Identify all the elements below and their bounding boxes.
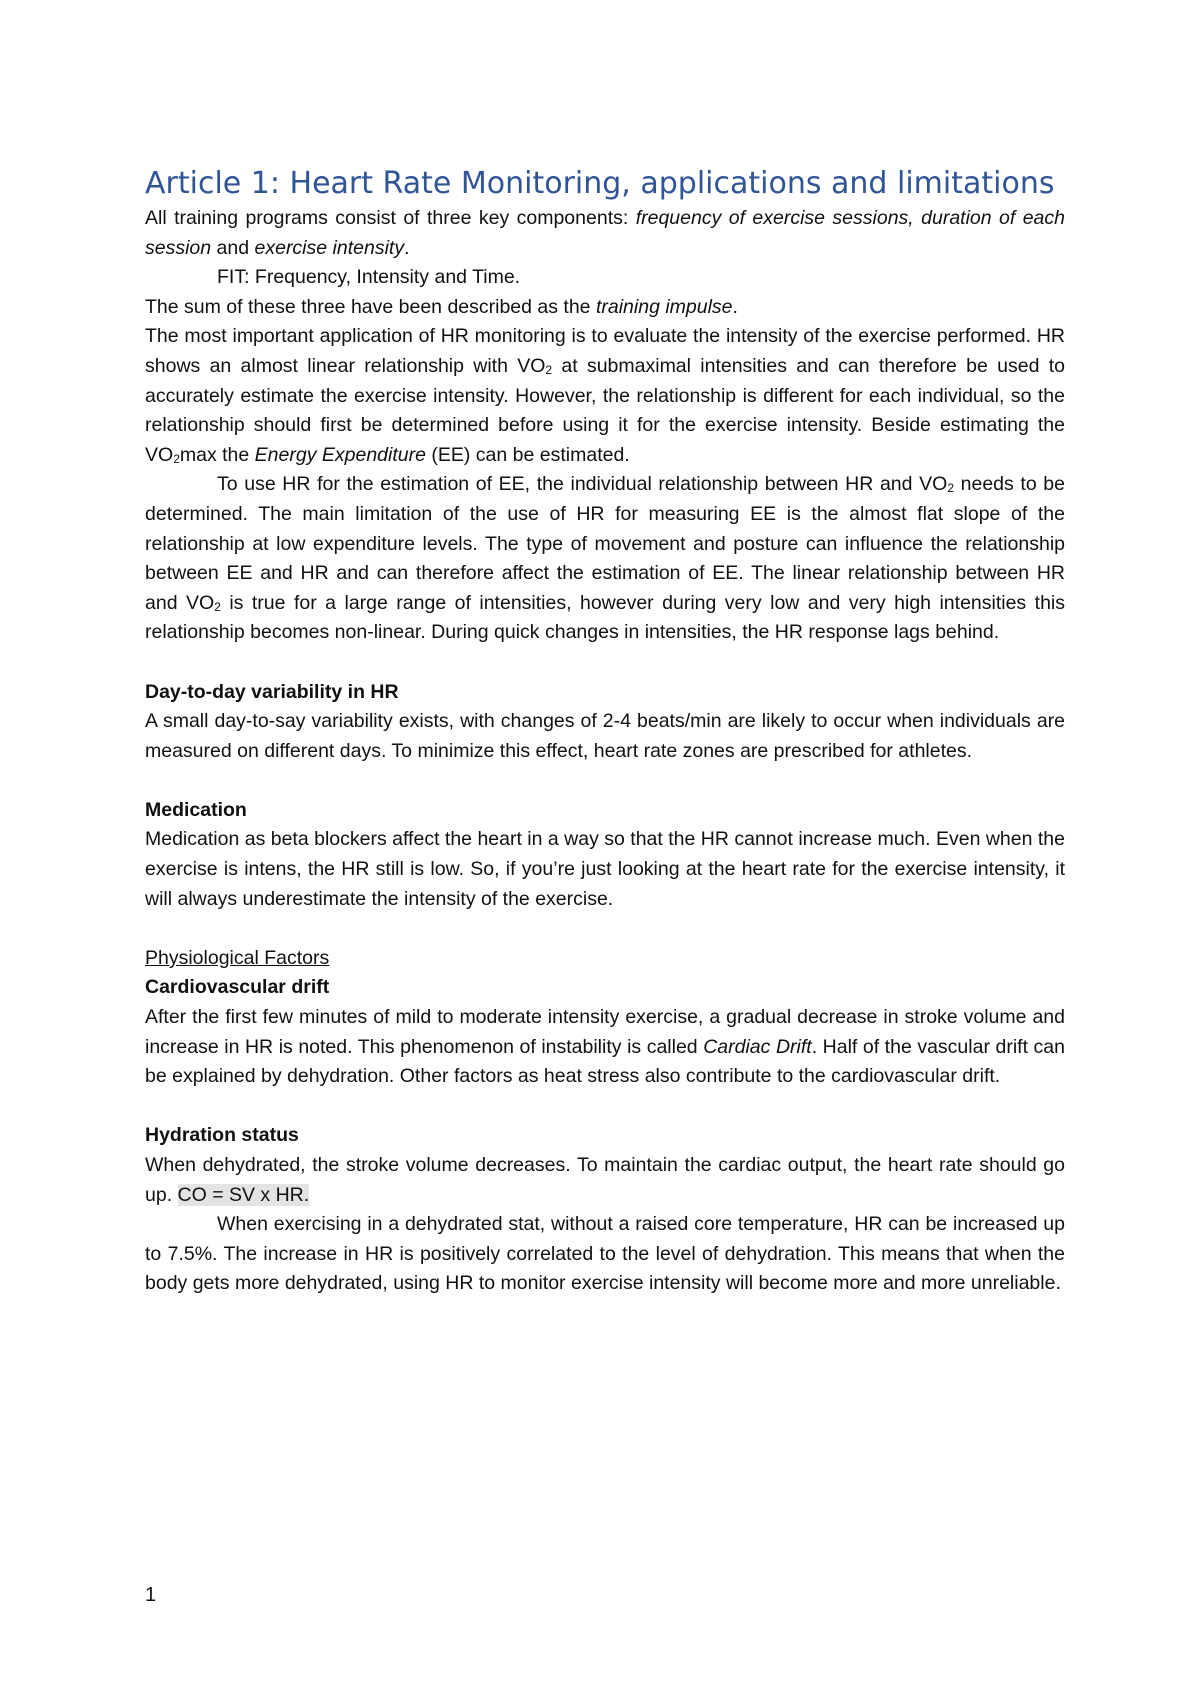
medication-paragraph: Medication as beta blockers affect the heart in a way so that the HR cannot increase much. Even when the exercise is intens, the HR still is low. So, if you’re just looking at the heart rate for the exercise intensity, it will always underestimate the intensity of the exercise. — [145, 828, 1065, 910]
text-run: . — [732, 295, 738, 318]
text-run: is true for a large range of intensities, however during very low and very high intensities this relationship becomes non-linear. During quick changes in intensities, the HR response lags behind. — [145, 591, 1065, 644]
italic-text: exercise intensity — [254, 236, 405, 259]
cardiovascular-drift-heading: Cardiovascular drift — [145, 976, 330, 999]
text-run: max the — [179, 443, 255, 466]
physiological-factors-heading: Physiological Factors — [145, 946, 330, 969]
text-run: . — [404, 236, 410, 259]
italic-text: training impulse — [595, 295, 733, 318]
document-page — [145, 165, 1065, 1299]
subscript: 2 — [173, 451, 180, 466]
subscript: 2 — [214, 599, 221, 614]
text-run: All training programs consist of three key components: — [145, 207, 636, 229]
subscript: 2 — [545, 362, 553, 377]
text-run: (EE) can be estimated. — [425, 443, 630, 466]
text-run: and — [211, 236, 255, 259]
highlighted-formula: CO = SV x HR. — [177, 1183, 310, 1206]
subscript: 2 — [947, 481, 954, 496]
italic-text: Cardiac Drift — [703, 1035, 812, 1058]
ee-estimation-paragraph — [145, 470, 1065, 648]
fit-line: FIT: Frequency, Intensity and Time. — [217, 266, 521, 289]
italic-text: frequency of exercise sessions, duration of each session — [145, 207, 1065, 259]
text-run: . Half of the vascular drift can be explained by dehydration. Other factors as heat stress also contribute to the cardiovascular drift. — [145, 1035, 1065, 1088]
spacer — [145, 914, 1065, 944]
text-run: The most important application of HR monitoring is to evaluate the intensity of the exercise performed. HR shows an almost linear relationship with VO — [145, 325, 1065, 377]
spacer — [145, 766, 1065, 796]
spacer — [145, 648, 1065, 678]
hydration-paragraph — [145, 1151, 1065, 1210]
medication-heading: Medication — [145, 798, 247, 821]
day-to-day-paragraph: A small day-to-say variability exists, with changes of 2-4 beats/min are likely to occur when individuals are measured on different days. To minimize this effect, heart rate zones are prescribed for athletes. — [145, 710, 1065, 762]
text-run: at submaximal intensities and can therefore be used to accurately estimate the exercise intensity. However, the relationship is different for each individual, so the relationship should first be determined before using it for the exercise intensity. Beside estimating the VO — [145, 354, 1065, 466]
text-run: needs to be determined. The main limitation of the use of HR for measuring EE is the almost flat slope of the relationship at low expenditure levels. The type of movement and posture can influence the relationship between EE and HR and can therefore affect the estimation of EE. The linear relationship between HR and VO — [145, 473, 1065, 614]
italic-text: Energy Expenditure — [254, 443, 426, 466]
text-run: When dehydrated, the stroke volume decreases. To maintain the cardiac output, the heart rate should go up. — [145, 1154, 1065, 1206]
text-run: The sum of these three have been described as the — [145, 295, 596, 318]
day-to-day-heading: Day-to-day variability in HR — [145, 680, 399, 703]
hr-application-paragraph — [145, 322, 1065, 470]
spacer — [145, 1092, 1065, 1122]
text-run: To use HR for the estimation of EE, the individual relationship between HR and VO — [217, 473, 948, 496]
text-run: After the first few minutes of mild to moderate intensity exercise, a gradual decrease in stroke volume and increase in HR is noted. This phenomenon of instability is called — [145, 1006, 1065, 1058]
training-impulse-paragraph — [145, 293, 1065, 323]
article-title: Article 1: Heart Rate Monitoring, applications and limitations — [145, 166, 1055, 201]
page-number: 1 — [145, 1584, 157, 1606]
cardiovascular-drift-paragraph — [145, 1003, 1065, 1092]
intro-paragraph — [145, 204, 1065, 263]
hydration-heading: Hydration status — [145, 1124, 299, 1147]
dehydration-paragraph: When exercising in a dehydrated stat, without a raised core temperature, HR can be increased up to 7.5%. The increase in HR is positively correlated to the level of dehydration. This means that when the body gets more dehydrated, using HR to monitor exercise intensity will become more and more unreliable. — [145, 1213, 1065, 1295]
